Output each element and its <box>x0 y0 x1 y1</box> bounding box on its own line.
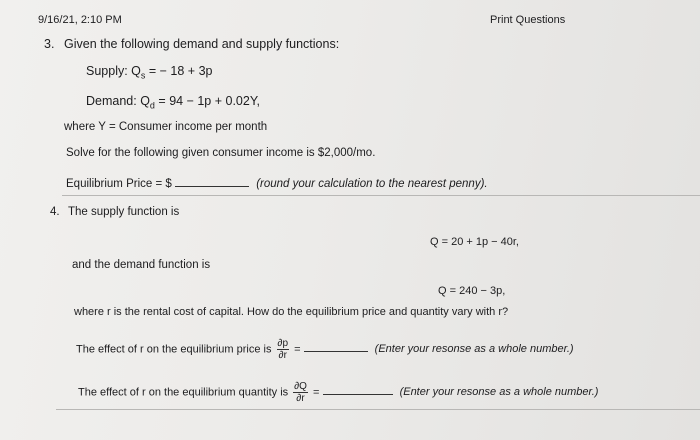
bottom-divider <box>56 409 700 410</box>
price-effect-note: (Enter your resonse as a whole number.) <box>374 343 574 356</box>
question-divider <box>62 195 700 196</box>
q4-demand-equation: Q = 240 − 3p, <box>438 285 506 297</box>
price-effect-row <box>76 338 574 361</box>
q3-prompt: Given the following demand and supply functions: <box>64 37 340 51</box>
price-equals: = <box>294 343 301 356</box>
supply-label: Supply: Q <box>86 64 141 78</box>
dq-dr-fraction <box>293 381 308 404</box>
quantity-effect-label: The effect of r on the equilibrium quantity is <box>78 386 289 399</box>
equilibrium-price-row <box>66 175 488 190</box>
q3-where-text: where Y = Consumer income per month <box>64 121 268 133</box>
print-timestamp: 9/16/21, 2:10 PM <box>38 14 122 26</box>
demand-rhs: = 94 − 1p + 0.02Y, <box>158 94 261 108</box>
quantity-effect-answer-blank[interactable] <box>323 383 393 395</box>
print-title: Print Questions <box>490 14 566 26</box>
supply-rhs: = − 18 + 3p <box>148 64 213 78</box>
quantity-equals: = <box>313 386 320 399</box>
q4-demand-intro: and the demand function is <box>72 259 211 271</box>
price-effect-answer-blank[interactable] <box>304 340 368 352</box>
dr-denominator: ∂r <box>278 350 287 361</box>
dp-dr-fraction <box>277 338 290 361</box>
supply-subscript: s <box>140 70 146 81</box>
equilibrium-price-note: (round your calculation to the nearest penny). <box>256 178 488 190</box>
q4-question: where r is the rental cost of capital. How do the equilibrium price and quantity vary with r? <box>74 306 509 318</box>
demand-subscript: d <box>149 100 155 111</box>
supply-function <box>86 64 212 81</box>
q4-number: 4. <box>50 206 60 218</box>
quantity-effect-row <box>78 381 598 404</box>
dq-numerator: ∂Q <box>294 381 307 392</box>
q4-supply-equation: Q = 20 + 1p − 40r, <box>430 236 519 248</box>
quantity-effect-note: (Enter your resonse as a whole number.) <box>399 386 599 399</box>
q3-solve-text: Solve for the following given consumer income is $2,000/mo. <box>66 147 376 159</box>
q4-supply-intro: The supply function is <box>68 206 180 218</box>
equilibrium-price-label: Equilibrium Price = $ <box>66 178 172 190</box>
q3-number: 3. <box>44 37 55 51</box>
dr-denominator-2: ∂r <box>296 393 305 404</box>
price-effect-label: The effect of r on the equilibrium price is <box>76 343 272 356</box>
demand-function <box>86 94 260 111</box>
dp-numerator: ∂p <box>277 338 289 349</box>
equilibrium-price-answer-blank[interactable] <box>175 175 249 187</box>
demand-label: Demand: Q <box>86 94 150 108</box>
